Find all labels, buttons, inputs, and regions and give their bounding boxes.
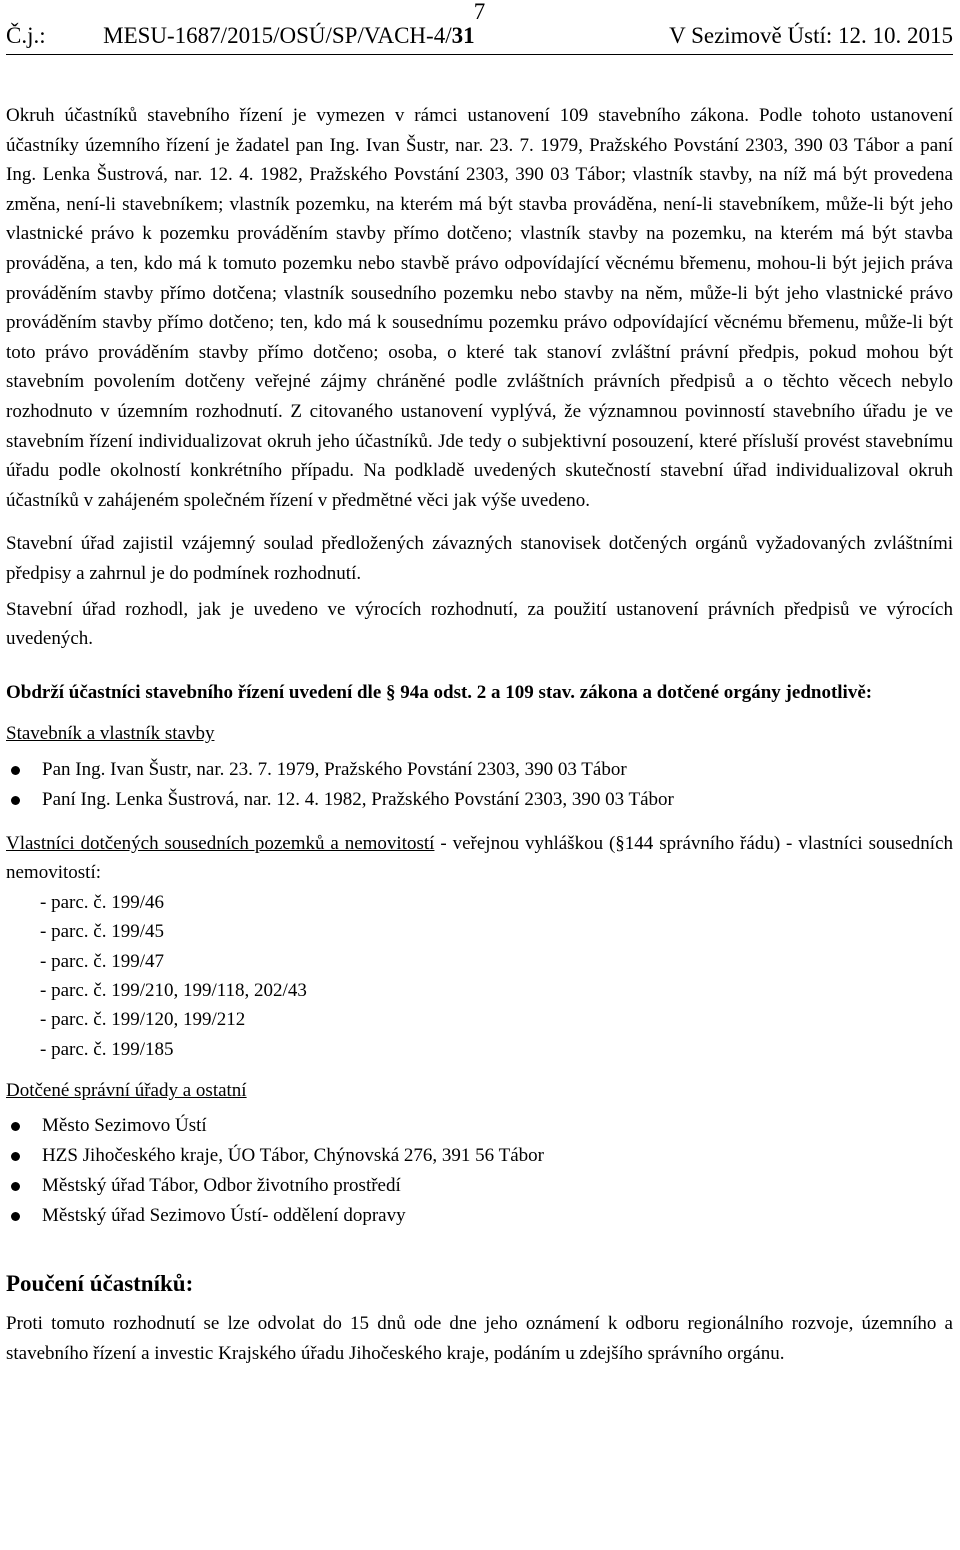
neighbors-title-rest: - veřejnou vyhláškou (§144 správního řádu) - vlastníci sousedních nemovitostí: [6, 832, 953, 884]
list-item: - parc. č. 199/46 [40, 892, 164, 914]
list-item: Město Sezimovo Ústí [6, 1111, 953, 1141]
builder-section-title: Stavebník a vlastník stavby [6, 723, 215, 745]
decision-paragraph: Stavební úřad rozhodl, jak je uvedeno ve výrocích rozhodnutí, za použití ustanovení právních předpisů ve výrocích uvedených. [6, 598, 953, 650]
authorities-list [6, 1111, 953, 1231]
neighbors-section-title [6, 829, 953, 888]
reference-number [6, 22, 475, 50]
neighbors-title-underlined: Vlastníci dotčených sousedních pozemků a nemovitostí [6, 832, 435, 854]
list-item: - parc. č. 199/210, 199/118, 202/43 [40, 979, 307, 1001]
list-item: HZS Jihočeského kraje, ÚO Tábor, Chýnovská 276, 391 56 Tábor [6, 1141, 953, 1171]
reference-value: MESU-1687/2015/OSÚ/SP/VACH-4/ [103, 23, 452, 48]
instruction-text: Proti tomuto rozhodnutí se lze odvolat do 15 dnů ode dne jeho oznámení k odboru regionálního rozvoje, územního a stavebního řízení a investic Krajského úřadu Jihočeského kraje, podáním u zdejšího správního orgánu. [6, 1313, 953, 1364]
document-page [6, 0, 953, 1368]
list-item: - parc. č. 199/120, 199/212 [40, 1009, 246, 1031]
list-item: Pan Ing. Ivan Šustr, nar. 23. 7. 1979, Pražského Povstání 2303, 390 03 Tábor [6, 755, 953, 785]
place-and-date: V Sezimově Ústí: 12. 10. 2015 [669, 23, 953, 48]
builder-list [6, 755, 953, 815]
list-item: - parc. č. 199/45 [40, 921, 164, 943]
list-item: Městský úřad Tábor, Odbor životního prostředí [6, 1171, 953, 1201]
participants-paragraph: Okruh účastníků stavebního řízení je vymezen v rámci ustanovení 109 stavebního zákona. Podle tohoto ustanovení účastníky územního řízení je žadatel pan Ing. Ivan Šustr, nar. 23. 7. 1979, Pražského Povstání 2303, 390 03 Tábor a paní Ing. Lenka Šustrová, nar. 12. 4. 1982, Pražského Povstání 2303, 390 03 Tábor; vlastník stavby, na níž má být provedena změna, není-li stavebníkem; vlastník pozemku, na kterém má být stavba prováděna, není-li stavebníkem, může-li být jeho vlastnické právo k pozemku prováděním stavby přímo dotčeno; vlastník stavby na pozemku, na kterém má být stavba prováděna, a ten, kdo má k tomuto pozemku nebo stavbě právo odpovídající věcnému břemenu, mohou-li být jejich práva prováděním stavby přímo dotčena; vlastník sousedního pozemku nebo stavby na něm, může-li být jeho vlastnické právo prováděním stavby přímo dotčeno; ten, kdo má k sousednímu pozemku právo odpovídající věcnému břemenu, může-li být toto právo prováděním stavby přímo dotčeno; osoba, o které tak stanoví zvláštní právní předpis, pokud mohou být stavebním povolením dotčeny veřejné zájmy chráněné podle zvláštních právních předpisů a o těchto věcech nebylo rozhodnuto v územním rozhodnutí. Z citovaného ustanovení vyplývá, že významnou povinností stavebního úřadu je ve stavebním řízení individualizovat okruh jeho účastníků. Jde tedy o subjektivní posouzení, které přísluší provést stavebnímu úřadu podle okolností konkrétního případu. Na podkladě uvedených skutečností stavební úřad individualizoval okruh účastníků v zahájeném společném řízení v předmětné věci jak výše uvedeno. [6, 105, 953, 511]
harmony-paragraph: Stavební úřad zajistil vzájemný soulad předložených závazných stanovisek dotčených orgánů vyžadovaných zvláštními předpisy a zahrnul je do podmínek rozhodnutí. [6, 533, 953, 584]
reference-label: Č.j.: [6, 23, 46, 48]
document-header [6, 22, 953, 55]
list-item: Paní Ing. Lenka Šustrová, nar. 12. 4. 1982, Pražského Povstání 2303, 390 03 Tábor [6, 785, 953, 815]
list-item: Městský úřad Sezimovo Ústí- oddělení dopravy [6, 1201, 953, 1231]
recipients-heading: Obdrží účastníci stavebního řízení uvedení dle § 94a odst. 2 a 109 stav. zákona a dotčené orgány jednotlivě: [6, 681, 873, 703]
page-number: 7 [473, 0, 486, 24]
reference-suffix: 31 [451, 23, 475, 48]
authorities-section-title: Dotčené správní úřady a ostatní [6, 1079, 247, 1101]
list-item: - parc. č. 199/47 [40, 950, 164, 972]
list-item: - parc. č. 199/185 [40, 1038, 174, 1060]
parcel-list [6, 888, 953, 1064]
instruction-title: Poučení účastníků: [6, 1271, 194, 1297]
